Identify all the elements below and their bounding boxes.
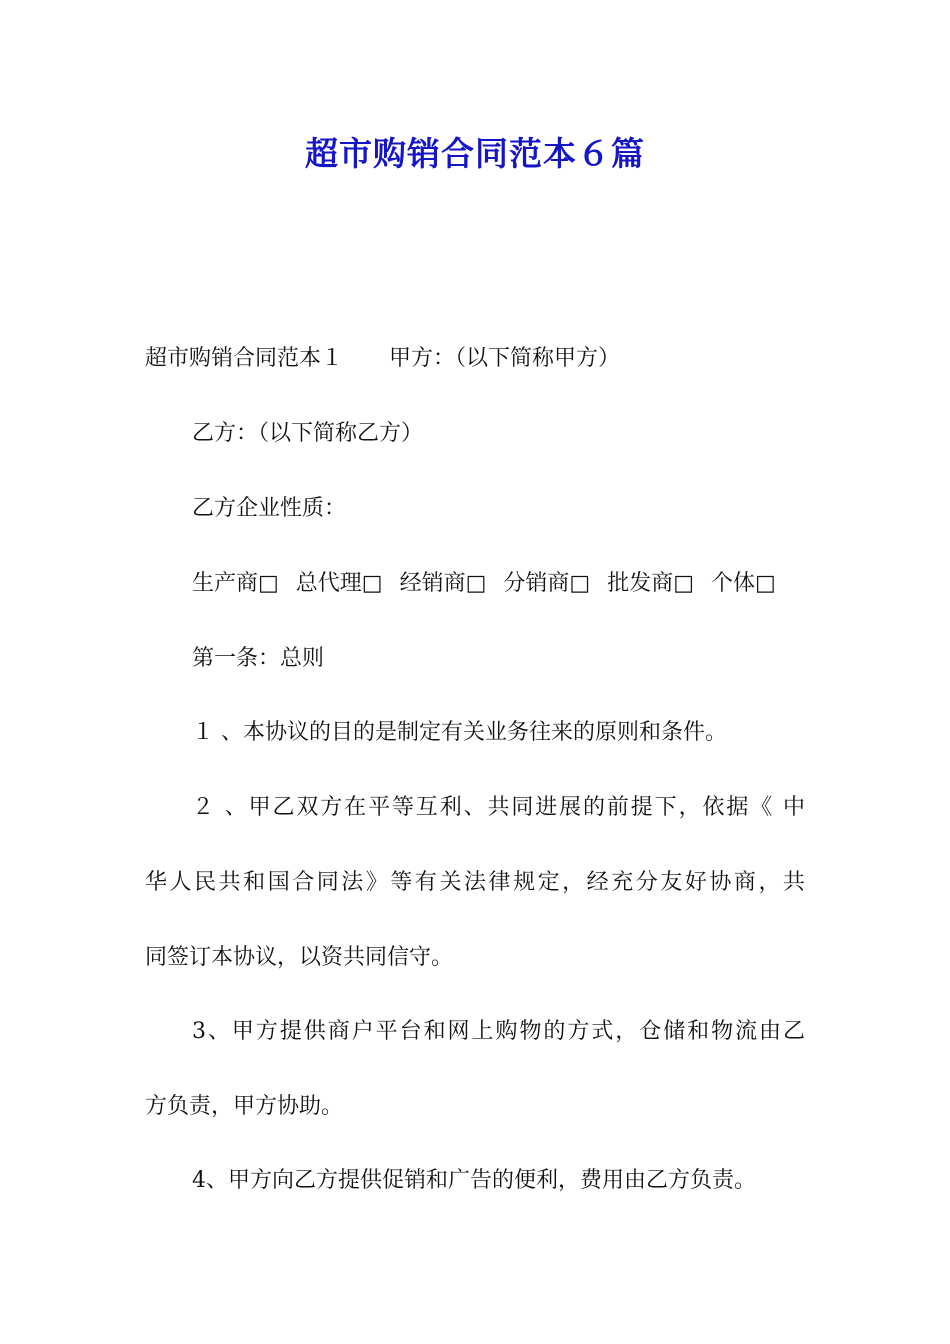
clause-2-line-3: 同签订本协议，以资共同信守。	[145, 945, 454, 970]
enterprise-type-options	[192, 569, 786, 599]
article-one-heading: 第一条：总则	[192, 646, 325, 671]
clause-2-line-1: ２ 、甲乙双方在平等互利、共同进展的前提下，依据《 中	[192, 795, 805, 820]
enterprise-nature-label: 乙方企业性质：	[192, 496, 347, 521]
clause-3-line-1: 3、甲方提供商户平台和网上购物的方式，仓储和物流由乙	[192, 1019, 805, 1044]
option-wholesaler: 批发商□	[607, 571, 694, 596]
document-title: 超市购销合同范本６篇	[305, 134, 645, 173]
clause-3-line-2: 方负责，甲方协助。	[145, 1094, 344, 1119]
option-dealer: 经销商□	[399, 571, 487, 596]
party-a-label: 甲方：（以下简称甲方）	[389, 346, 621, 371]
clause-1: １ 、本协议的目的是制定有关业务往来的原则和条件。	[192, 720, 727, 745]
option-individual: 个体□	[710, 571, 776, 596]
party-b-label: 乙方：（以下简称乙方）	[192, 421, 424, 446]
option-general-agent: 总代理□	[295, 571, 383, 596]
contract-number-label: 超市购销合同范本１	[145, 346, 344, 371]
clause-2-line-2: 华人民共和国合同法》等有关法律规定，经充分友好协商，共	[145, 870, 805, 895]
option-producer: 生产商□	[192, 571, 279, 596]
contract-heading-line	[145, 344, 620, 374]
option-distributor: 分销商□	[503, 571, 591, 596]
clause-4: 4、甲方向乙方提供促销和广告的便利，费用由乙方负责。	[192, 1168, 756, 1193]
